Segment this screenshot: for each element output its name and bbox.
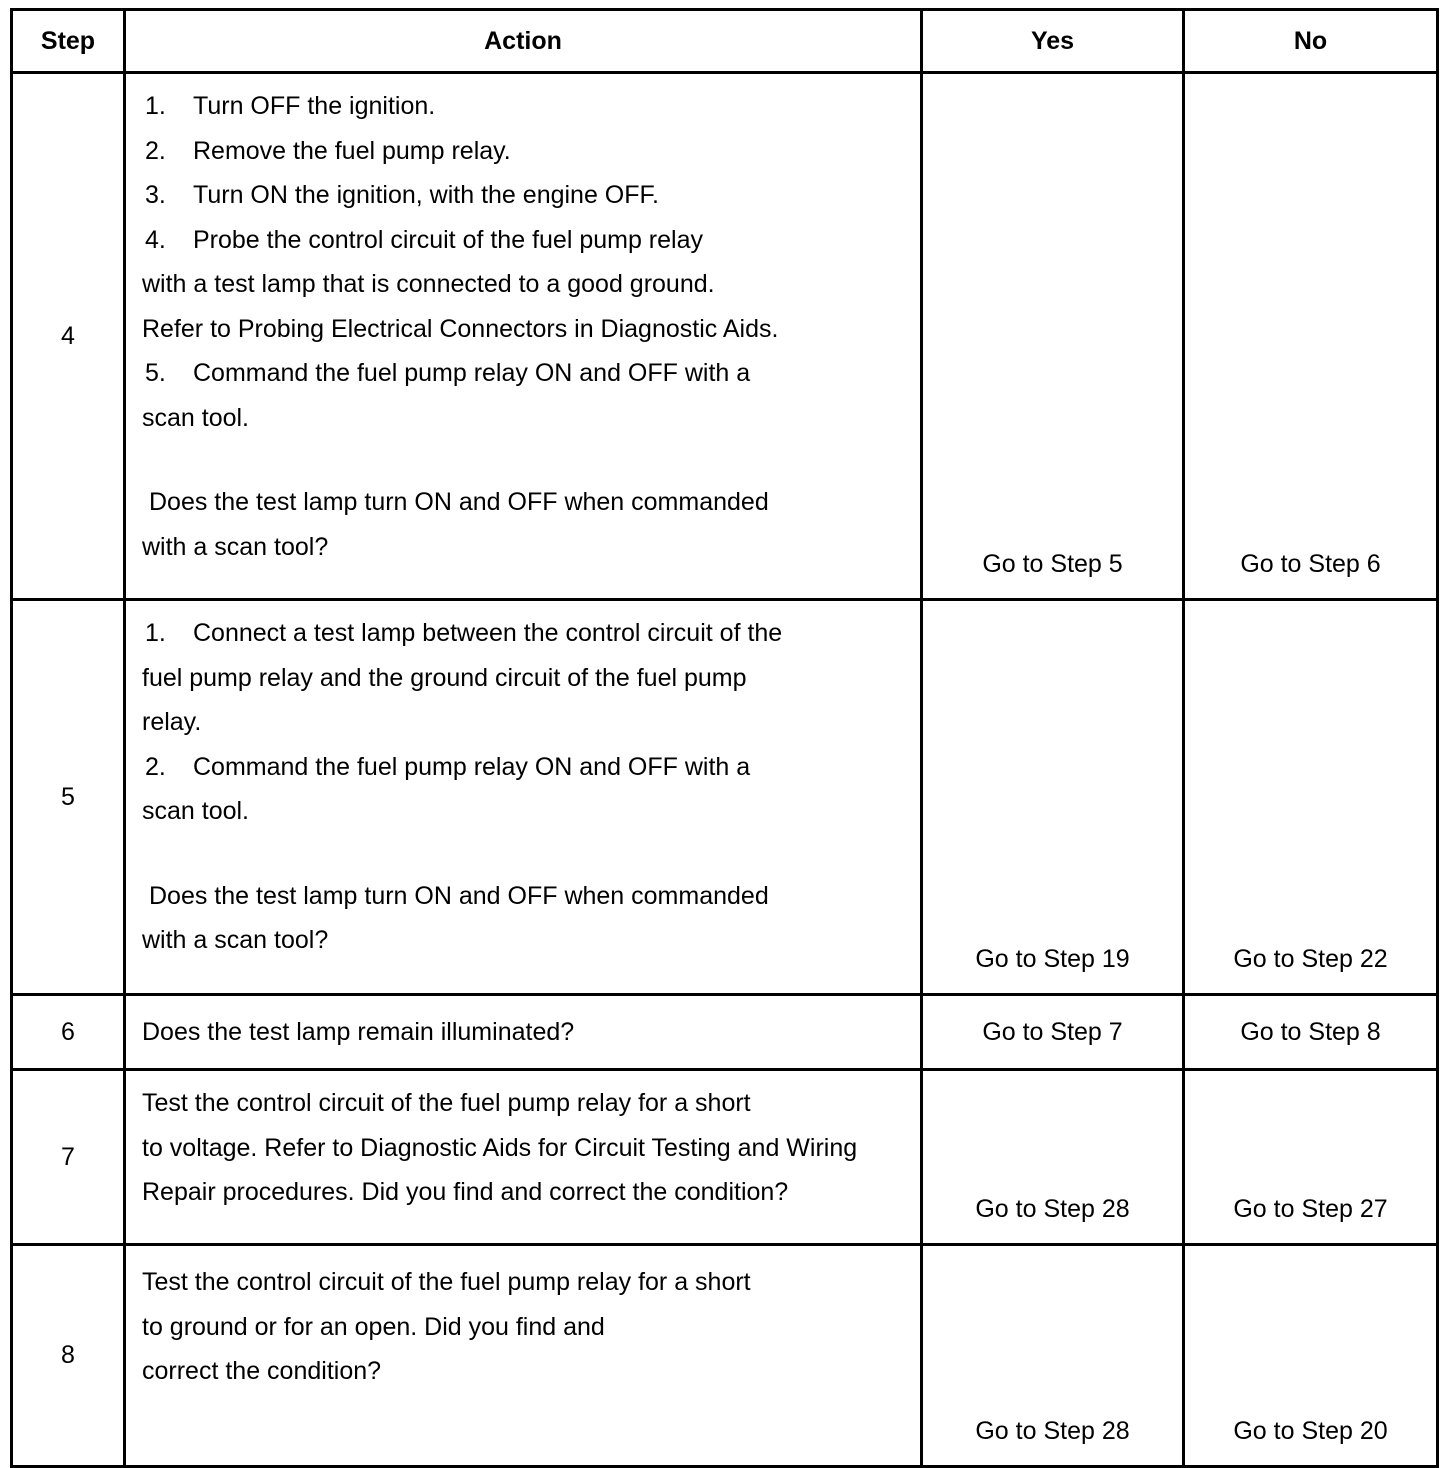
spacer bbox=[142, 440, 912, 480]
action-line: correct the condition? bbox=[142, 1357, 382, 1385]
action-line: scan tool. bbox=[142, 797, 250, 825]
action-line: Test the control circuit of the fuel pump relay for a short bbox=[142, 1089, 751, 1117]
action-line: to ground or for an open. Did you find and bbox=[142, 1312, 605, 1341]
step-index: 5. bbox=[145, 359, 166, 387]
step-text: Remove the fuel pump relay. bbox=[193, 136, 511, 165]
spacer bbox=[142, 834, 912, 874]
action-line bbox=[142, 173, 912, 218]
step-text: Turn ON the ignition, with the engine OFF. bbox=[193, 181, 659, 209]
action-cell bbox=[125, 1070, 922, 1245]
question-line: Does the test lamp turn ON and OFF when commanded bbox=[149, 488, 769, 516]
action-line: Repair procedures. Did you find and correct the condition? bbox=[142, 1178, 789, 1206]
action-cell: Does the test lamp remain illuminated? bbox=[125, 995, 922, 1070]
question-line: with a scan tool? bbox=[142, 926, 329, 954]
question-line: with a scan tool? bbox=[142, 532, 329, 561]
no-result: Go to Step 6 bbox=[1184, 73, 1438, 600]
action-line bbox=[142, 351, 912, 396]
action-line: scan tool. bbox=[142, 403, 250, 432]
step-number: 6 bbox=[12, 995, 125, 1070]
no-result: Go to Step 22 bbox=[1184, 600, 1438, 995]
step-number: 7 bbox=[12, 1070, 125, 1245]
yes-result: Go to Step 19 bbox=[922, 600, 1184, 995]
step-index: 3. bbox=[145, 181, 166, 209]
table-header bbox=[12, 10, 1438, 73]
yes-result: Go to Step 28 bbox=[922, 1245, 1184, 1467]
header-step: Step bbox=[12, 10, 125, 73]
step-number: 4 bbox=[12, 73, 125, 600]
step-text: Command the fuel pump relay ON and OFF with a bbox=[193, 752, 751, 781]
action-cell bbox=[125, 1245, 922, 1467]
table-body bbox=[12, 73, 1438, 1467]
action-line: Refer to Probing Electrical Connectors in Diagnostic Aids. bbox=[142, 314, 779, 343]
table-row bbox=[12, 73, 1438, 600]
action-line bbox=[142, 745, 912, 790]
step-text: Connect a test lamp between the control circuit of the bbox=[193, 619, 783, 647]
action-line bbox=[142, 218, 912, 263]
action-line bbox=[142, 84, 912, 129]
no-result: Go to Step 20 bbox=[1184, 1245, 1438, 1467]
header-yes: Yes bbox=[922, 10, 1184, 73]
action-line bbox=[142, 611, 912, 656]
action-cell bbox=[125, 73, 922, 600]
header-action: Action bbox=[125, 10, 922, 73]
table-row bbox=[12, 995, 1438, 1070]
action-line: to voltage. Refer to Diagnostic Aids for Circuit Testing and Wiring bbox=[142, 1133, 858, 1162]
step-number: 8 bbox=[12, 1245, 125, 1467]
action-line: Test the control circuit of the fuel pump relay for a short bbox=[142, 1268, 751, 1296]
header-row bbox=[12, 10, 1438, 73]
step-text: Turn OFF the ignition. bbox=[193, 92, 436, 120]
step-text: Probe the control circuit of the fuel pump relay bbox=[193, 225, 703, 254]
yes-result: Go to Step 28 bbox=[922, 1070, 1184, 1245]
question-line: Does the test lamp turn ON and OFF when commanded bbox=[149, 881, 769, 910]
step-text: Command the fuel pump relay ON and OFF with a bbox=[193, 359, 751, 387]
action-line: relay. bbox=[142, 708, 202, 736]
table-row bbox=[12, 1245, 1438, 1467]
diagnostic-table bbox=[10, 8, 1439, 1468]
action-line bbox=[142, 129, 912, 174]
table-row bbox=[12, 600, 1438, 995]
table-row bbox=[12, 1070, 1438, 1245]
action-line: with a test lamp that is connected to a good ground. bbox=[142, 270, 715, 298]
step-index: 1. bbox=[145, 619, 166, 647]
step-index: 2. bbox=[145, 752, 166, 781]
step-index: 1. bbox=[145, 92, 166, 120]
step-index: 4. bbox=[145, 225, 166, 254]
yes-result: Go to Step 7 bbox=[922, 995, 1184, 1070]
header-no: No bbox=[1184, 10, 1438, 73]
yes-result: Go to Step 5 bbox=[922, 73, 1184, 600]
no-result: Go to Step 8 bbox=[1184, 995, 1438, 1070]
action-cell bbox=[125, 600, 922, 995]
step-index: 2. bbox=[145, 136, 166, 165]
step-number: 5 bbox=[12, 600, 125, 995]
no-result: Go to Step 27 bbox=[1184, 1070, 1438, 1245]
action-line: fuel pump relay and the ground circuit of the fuel pump bbox=[142, 663, 747, 692]
